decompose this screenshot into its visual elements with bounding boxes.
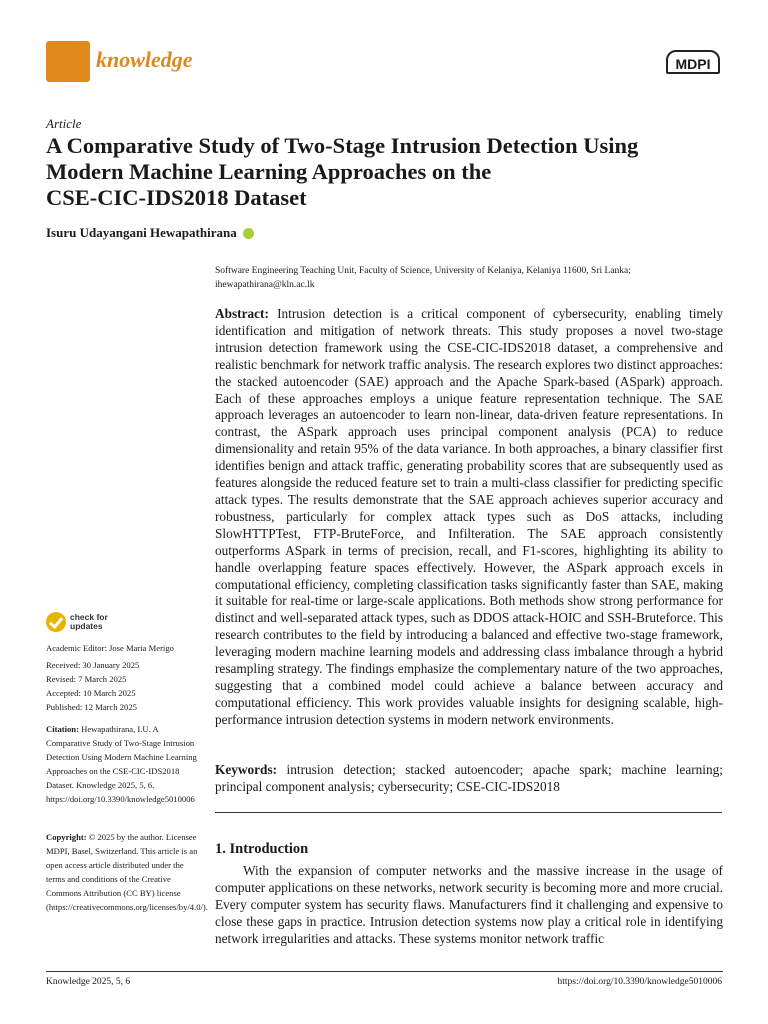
- journal-name: knowledge: [96, 47, 193, 72]
- footer-doi-link[interactable]: https://doi.org/10.3390/knowledge5010006: [557, 977, 722, 987]
- footer-divider: [46, 971, 723, 972]
- orcid-icon[interactable]: [243, 228, 254, 239]
- publication-dates: [46, 658, 201, 714]
- check-icon: [46, 612, 66, 632]
- date-accepted: Accepted: 10 March 2025: [46, 688, 136, 699]
- title-line-1: A Comparative Study of Two-Stage Intrusion Detection Using: [46, 133, 639, 158]
- copyright: [46, 830, 208, 915]
- section-heading: 1. Introduction: [215, 841, 309, 857]
- affiliation-text: Software Engineering Teaching Unit, Faculty of Science, University of Kelaniya, Kelaniya 11600, Sri Lanka;: [215, 266, 631, 276]
- date-revised: Revised: 7 March 2025: [46, 674, 127, 685]
- copyright-text: © 2025 by the author. Licensee MDPI, Basel, Switzerland. This article is an open access article distributed under the terms and conditions of the Creative Commons Attribution (CC BY) license (https://creativecommons.org/licenses/by/4.0/).: [46, 832, 208, 913]
- article-type: Article: [46, 116, 82, 131]
- abstract-text: Intrusion detection is a critical component of cybersecurity, enabling timely identification and mitigation of network threats. This study proposes a novel two-stage intrusion detection framework using the CSE-CIC-IDS2018 dataset, a comprehensive and realistic benchmark for network traffic analysis. The research explores two distinct approaches: the stacked autoencoder (SAE) approach and the Apache Spark-based (ASpark) approach. Each of these approaches employs a unique feature representation technique. The SAE approach leverages an autoencoder to learn non-linear, data-driven feature representations. In contrast, the ASpark approach uses principal component analysis (PCA) to reduce dimensionality and retain 95% of the data variance. In both approaches, a binary classifier first identifies benign and attack traffic, generating probability scores that are subsequently used as features alongside the reduced feature set to train a multi-class classifier for predicting specific attack types. The results demonstrate that the SAE approach achieves superior accuracy and robustness, particularly for complex attack types such as DoS attacks, including SlowHTTPTest, FTP-BruteForce, and Infilteration. The SAE approach consistently outperforms ASpark in terms of precision, recall, and F1-scores, highlighting its ability to handle overlapping feature spaces effectively. However, the ASpark approach excels in computational efficiency, completing classification tasks significantly faster than SAE, making it suitable for real-time or large-scale applications. Both methods show strong performance for distinct and well-separated attack types, such as DDOS attack-HOIC and SSH-Bruteforce. This research contributes to the field by introducing a balanced and effective two-stage framework, leveraging modern machine learning models and addressing class imbalance through a hybrid resampling strategy. The findings emphasize the complementary nature of the two approaches, suggesting that a combined model could achieve a balance between accuracy and computational efficiency. This work provides valuable insights for designing scalable, high-performance intrusion detection systems in modern network environments.: [215, 306, 723, 727]
- citation-label: Citation:: [46, 724, 79, 734]
- publisher-logo: MDPI: [666, 50, 720, 74]
- affiliation-email[interactable]: ihewapathirana@kln.ac.lk: [215, 280, 315, 290]
- abstract-label: Abstract:: [215, 306, 269, 321]
- keywords-text: intrusion detection; stacked autoencoder; apache spark; machine learning; principal component analysis; cybersecurity; CSE-CIC-IDS2018: [215, 762, 723, 794]
- abstract: [215, 306, 723, 729]
- footer-journal-ref: Knowledge 2025, 5, 6: [46, 977, 131, 987]
- check-label-2: updates: [70, 621, 103, 631]
- paper-title: [46, 133, 736, 211]
- author-line: [46, 225, 254, 241]
- section-divider: [215, 812, 722, 813]
- introduction-text: With the expansion of computer networks and the massive increase in the usage of computer applications on these networks, network security is becoming more and more crucial. Every computer system has security flaws. Manufacturers find it challenging and expensive to close these gaps in practice. Intrusion detection systems now play a critical role in identifying network irregularities and attacks. These systems monitor network traffic: [215, 863, 723, 946]
- keywords: [215, 761, 723, 795]
- citation: [46, 722, 201, 807]
- academic-editor: Academic Editor: Jose Maria Merigo: [46, 643, 174, 653]
- title-line-3: CSE-CIC-IDS2018 Dataset: [46, 185, 307, 210]
- affiliation: [215, 264, 725, 292]
- citation-text: Hewapathirana, I.U. A Comparative Study of Two-Stage Intrusion Detection Using Modern Machine Learning Approaches on the CSE-CIC-IDS2018 Dataset. Knowledge 2025, 5, 6. https://doi.org/10.3390/knowledge5010006: [46, 724, 197, 805]
- date-published: Published: 12 March 2025: [46, 702, 137, 713]
- date-received: Received: 30 January 2025: [46, 660, 140, 670]
- author-name[interactable]: Isuru Udayangani Hewapathirana: [46, 225, 237, 240]
- copyright-label: Copyright:: [46, 832, 87, 842]
- journal-logo-icon: [46, 41, 90, 82]
- check-for-updates-button[interactable]: [46, 612, 108, 632]
- title-line-2: Modern Machine Learning Approaches on the: [46, 159, 492, 184]
- keywords-label: Keywords:: [215, 762, 278, 777]
- check-label-1: check for: [70, 612, 108, 622]
